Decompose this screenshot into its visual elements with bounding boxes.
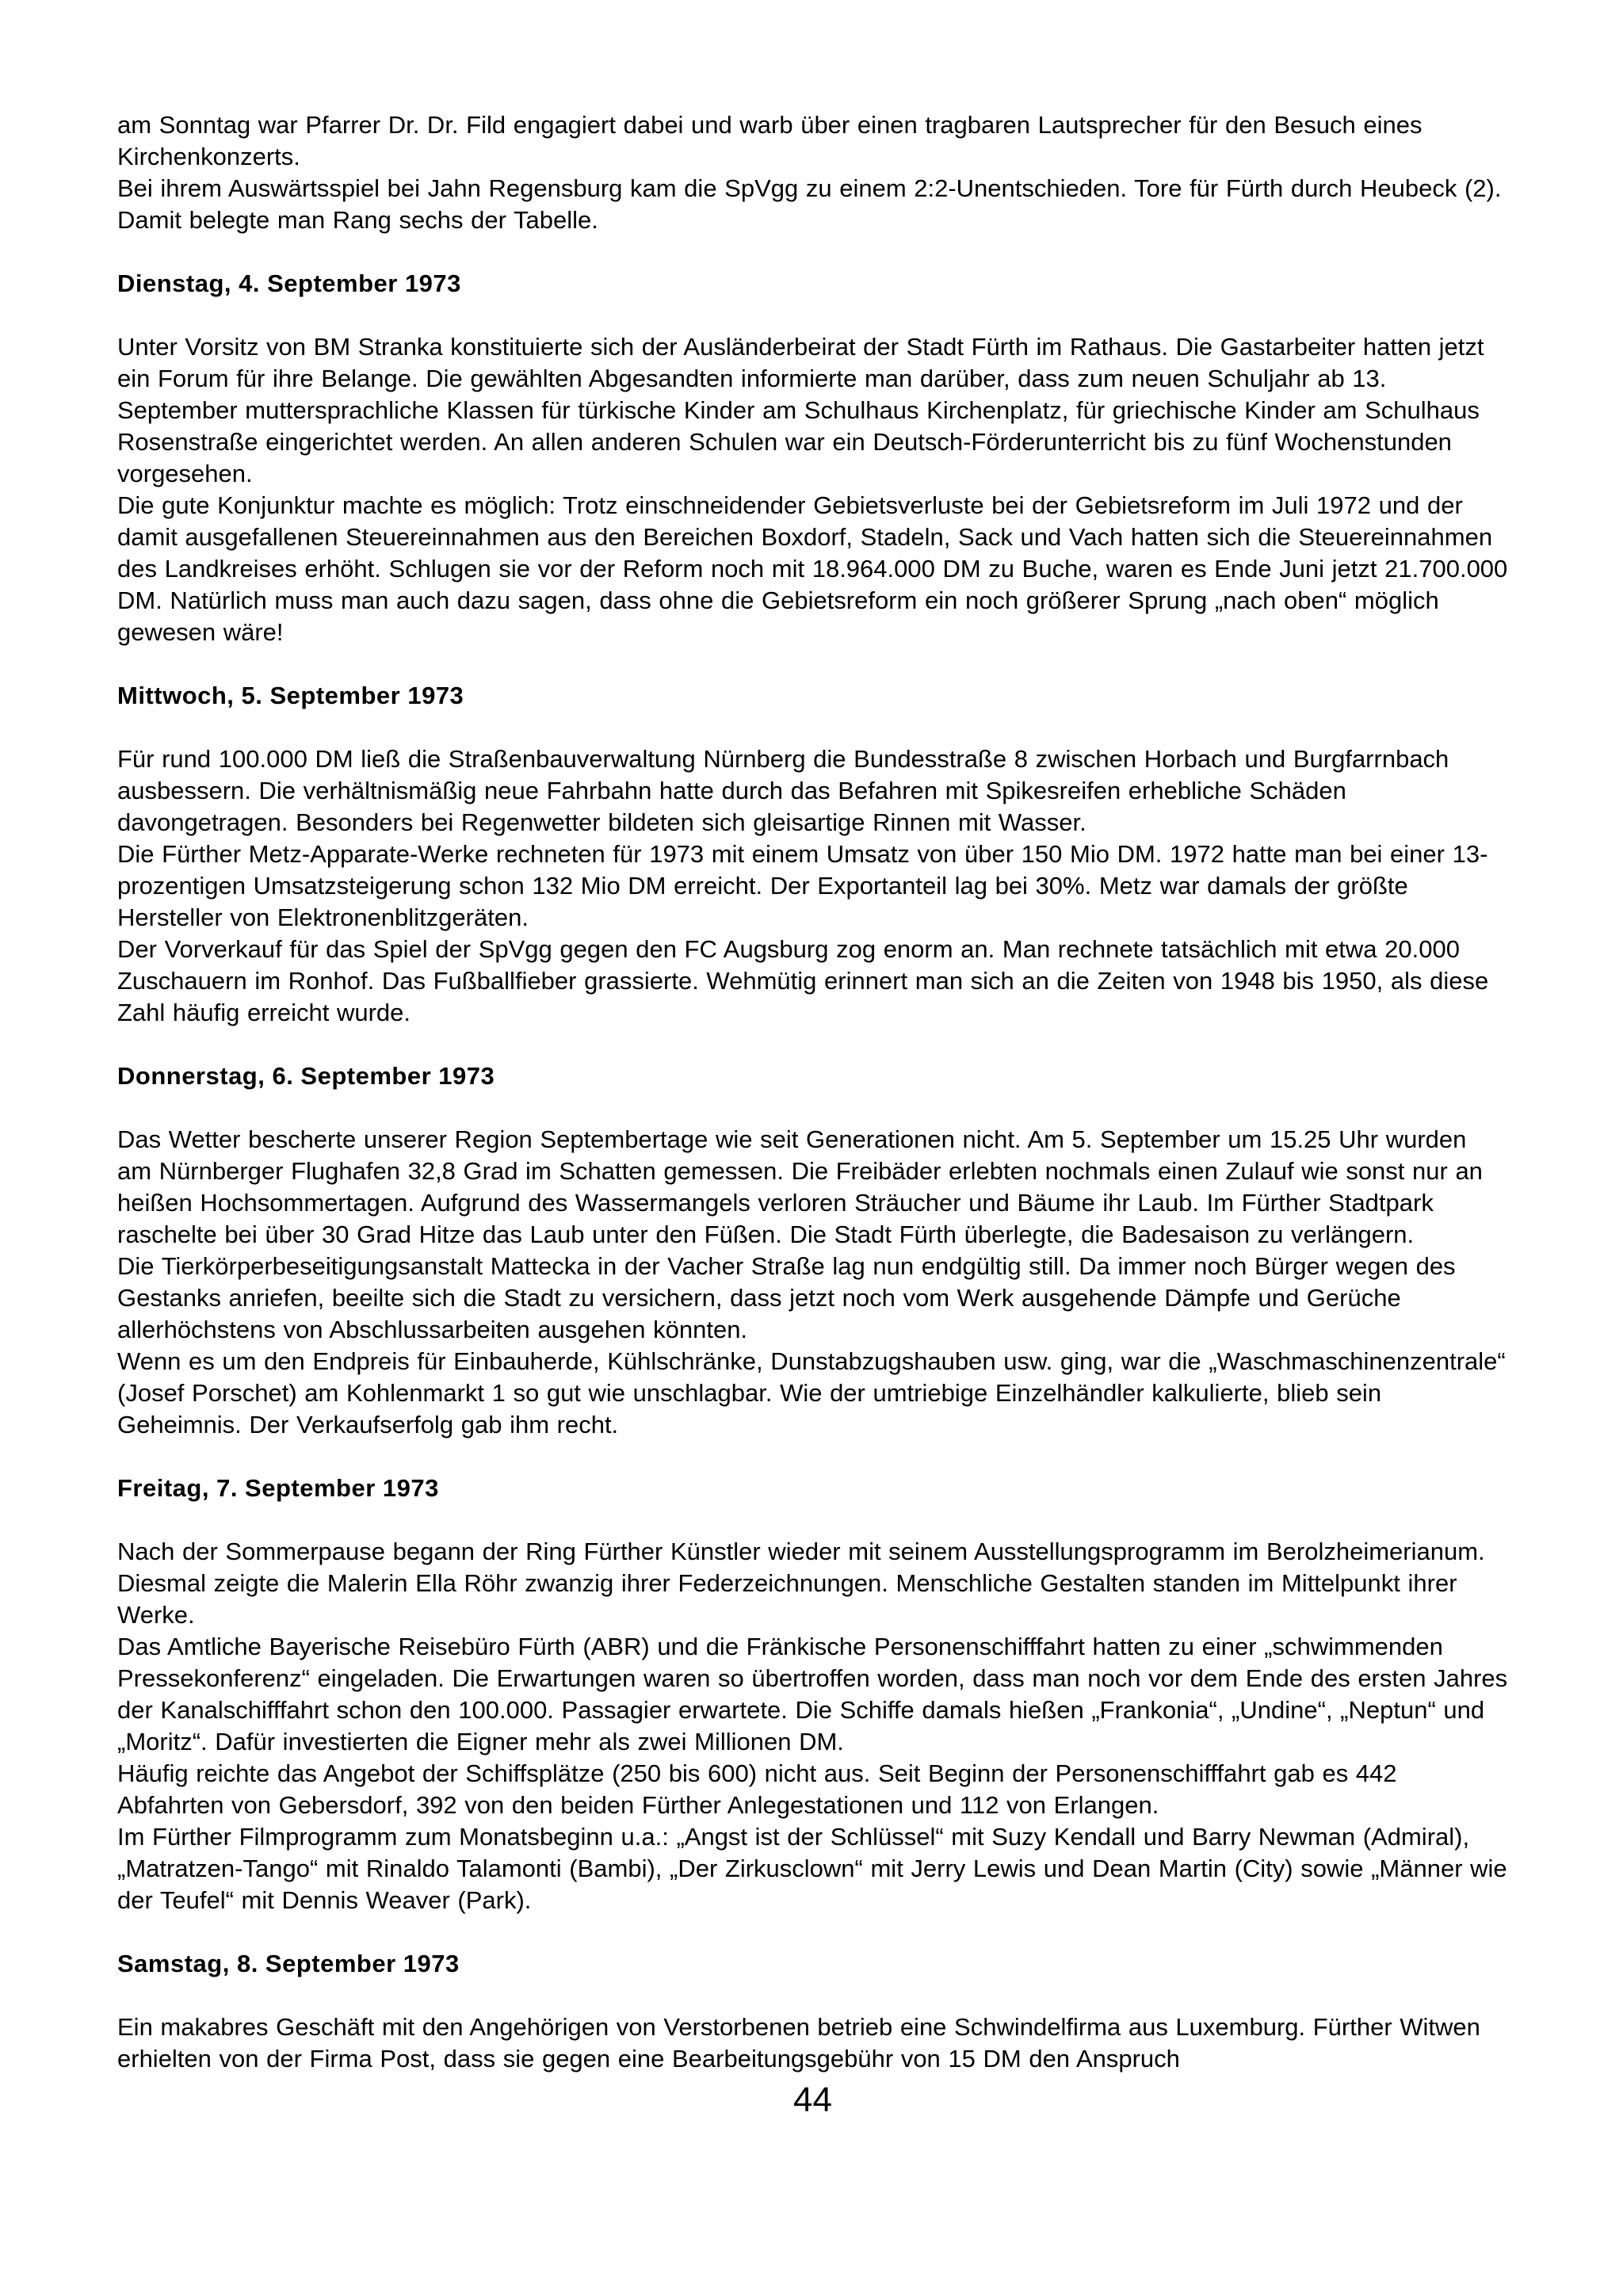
- paragraph: Das Amtliche Bayerische Reisebüro Fürth (ABR) und die Fränkische Personenschifffahrt hatten zu einer „schwimmenden Pressekonferenz“ eingeladen. Die Erwartungen waren so übertroffen worden, dass man noch vor dem Ende des ersten Jahres der Kanalschifffahrt schon den 100.000. Passagier erwartete. Die Schiffe damals hießen „Frankonia“, „Undine“, „Neptun“ und „Moritz“. Dafür investierten die Eigner mehr als zwei Millionen DM.: [117, 1633, 1508, 1755]
- day-heading: Freitag, 7. September 1973: [117, 1474, 439, 1502]
- day-section-freitag: [117, 1473, 1508, 1916]
- paragraph: Der Vorverkauf für das Spiel der SpVgg gegen den FC Augsburg zog enorm an. Man rechnete tatsächlich mit etwa 20.000 Zuschauern im Ronhof. Das Fußballfieber grassierte. Wehmütig erinnert man sich an die Zeiten von 1948 bis 1950, als diese Zahl häufig erreicht wurde.: [117, 935, 1489, 1026]
- paragraph: Die gute Konjunktur machte es möglich: Trotz einschneidender Gebietsverluste bei der Gebietsreform im Juli 1972 und der damit ausgefallenen Steuereinnahmen aus den Bereichen Boxdorf, Stadeln, Sack und Vach hatten sich die Steuereinnahmen des Landkreises erhöht. Schlugen sie vor der Reform noch mit 18.964.000 DM zu Buche, waren es Ende Juni jetzt 21.700.000 DM. Natürlich muss man auch dazu sagen, dass ohne die Gebietsreform ein noch größerer Sprung „nach oben“ möglich gewesen wäre!: [117, 491, 1508, 646]
- paragraph: Ein makabres Geschäft mit den Angehörigen von Verstorbenen betrieb eine Schwindelfirma aus Luxemburg. Fürther Witwen erhielten von der Firma Post, dass sie gegen eine Bearbeitungsgebühr von 15 DM den Anspruch: [117, 2013, 1480, 2073]
- paragraph: Für rund 100.000 DM ließ die Straßenbauverwaltung Nürnberg die Bundesstraße 8 zwischen Horbach und Burgfarrnbach ausbessern. Die verhältnismäßig neue Fahrbahn hatte durch das Befahren mit Spikesreifen erhebliche Schäden davongetragen. Besonders bei Regenwetter bildeten sich gleisartige Rinnen mit Wasser.: [117, 745, 1449, 836]
- day-heading: Mittwoch, 5. September 1973: [117, 682, 464, 709]
- day-heading: Donnerstag, 6. September 1973: [117, 1062, 495, 1090]
- paragraph: Wenn es um den Endpreis für Einbauherde, Kühlschränke, Dunstabzugshauben usw. ging, war die „Waschmaschinenzentrale“ (Josef Porschet) am Kohlenmarkt 1 so gut wie unschlagbar. Wie der umtriebige Einzelhändler kalkulierte, blieb sein Geheimnis. Der Verkaufserfolg gab ihm recht.: [117, 1347, 1506, 1438]
- paragraph: Im Fürther Filmprogramm zum Monatsbeginn u.a.: „Angst ist der Schlüssel“ mit Suzy Kendall und Barry Newman (Admiral), „Matratzen-Tango“ mit Rinaldo Talamonti (Bambi), „Der Zirkusclown“ mit Jerry Lewis und Dean Martin (City) sowie „Männer wie der Teufel“ mit Dennis Weaver (Park).: [117, 1823, 1507, 1914]
- paragraph: Die Tierkörperbeseitigungsanstalt Mattecka in der Vacher Straße lag nun endgültig still. Da immer noch Bürger wegen des Gestanks anriefen, beeilte sich die Stadt zu versichern, dass jetzt noch vom Werk ausgehende Dämpfe und Gerüche allerhöchstens von Abschlussarbeiten ausgehen könnten.: [117, 1252, 1456, 1343]
- page-number: 44: [793, 2080, 832, 2119]
- paragraph: am Sonntag war Pfarrer Dr. Dr. Fild engagiert dabei und warb über einen tragbaren Lautsprecher für den Besuch eines Kirchenkonzerts.: [117, 111, 1423, 170]
- paragraph: Das Wetter bescherte unserer Region Septembertage wie seit Generationen nicht. Am 5. September um 15.25 Uhr wurden am Nürnberger Flughafen 32,8 Grad im Schatten gemessen. Die Freibäder erlebten nochmals einen Zulauf wie sonst nur an heißen Hochsommertagen. Aufgrund des Wassermangels verloren Sträucher und Bäume ihr Laub. Im Fürther Stadtpark raschelte bei über 30 Grad Hitze das Laub unter den Füßen. Die Stadt Fürth überlegte, die Badesaison zu verlängern.: [117, 1125, 1483, 1248]
- paragraph: Häufig reichte das Angebot der Schiffsplätze (250 bis 600) nicht aus. Seit Beginn der Personenschifffahrt gab es 442 Abfahrten von Gebersdorf, 392 von den beiden Fürther Anlegestationen und 112 von Erlangen.: [117, 1759, 1397, 1819]
- page-body-text: [117, 109, 1508, 2075]
- paragraph: Unter Vorsitz von BM Stranka konstituierte sich der Ausländerbeirat der Stadt Fürth im Rathaus. Die Gastarbeiter hatten jetzt ein Forum für ihre Belange. Die gewählten Abgesandten informierte man darüber, dass zum neuen Schuljahr ab 13. September muttersprachliche Klassen für türkische Kinder am Schulhaus Kirchenplatz, für griechische Kinder am Schulhaus Rosenstraße eingerichtet werden. An allen anderen Schulen war ein Deutsch-Förderunterricht bis zu fünf Wochenstunden vorgesehen.: [117, 333, 1484, 487]
- day-section-dienstag: [117, 268, 1508, 648]
- day-section-samstag: [117, 1948, 1508, 2075]
- paragraph: Bei ihrem Auswärtsspiel bei Jahn Regensburg kam die SpVgg zu einem 2:2-Unentschieden. Tore für Fürth durch Heubeck (2). Damit belegte man Rang sechs der Tabelle.: [117, 174, 1502, 234]
- paragraph: Die Fürther Metz-Apparate-Werke rechneten für 1973 mit einem Umsatz von über 150 Mio DM. 1972 hatte man bei einer 13-prozentigen Umsatzsteigerung schon 132 Mio DM erreicht. Der Exportanteil lag bei 30%. Metz war damals der größte Hersteller von Elektronenblitzgeräten.: [117, 840, 1488, 931]
- day-heading: Dienstag, 4. September 1973: [117, 269, 461, 297]
- day-section-mittwoch: [117, 680, 1508, 1029]
- day-heading: Samstag, 8. September 1973: [117, 1950, 460, 1977]
- day-section-donnerstag: [117, 1060, 1508, 1441]
- paragraph: Nach der Sommerpause begann der Ring Fürther Künstler wieder mit seinem Ausstellungsprogramm im Berolzheimerianum. Diesmal zeigte die Malerin Ella Röhr zwanzig ihrer Federzeichnungen. Menschliche Gestalten standen im Mittelpunkt ihrer Werke.: [117, 1538, 1485, 1629]
